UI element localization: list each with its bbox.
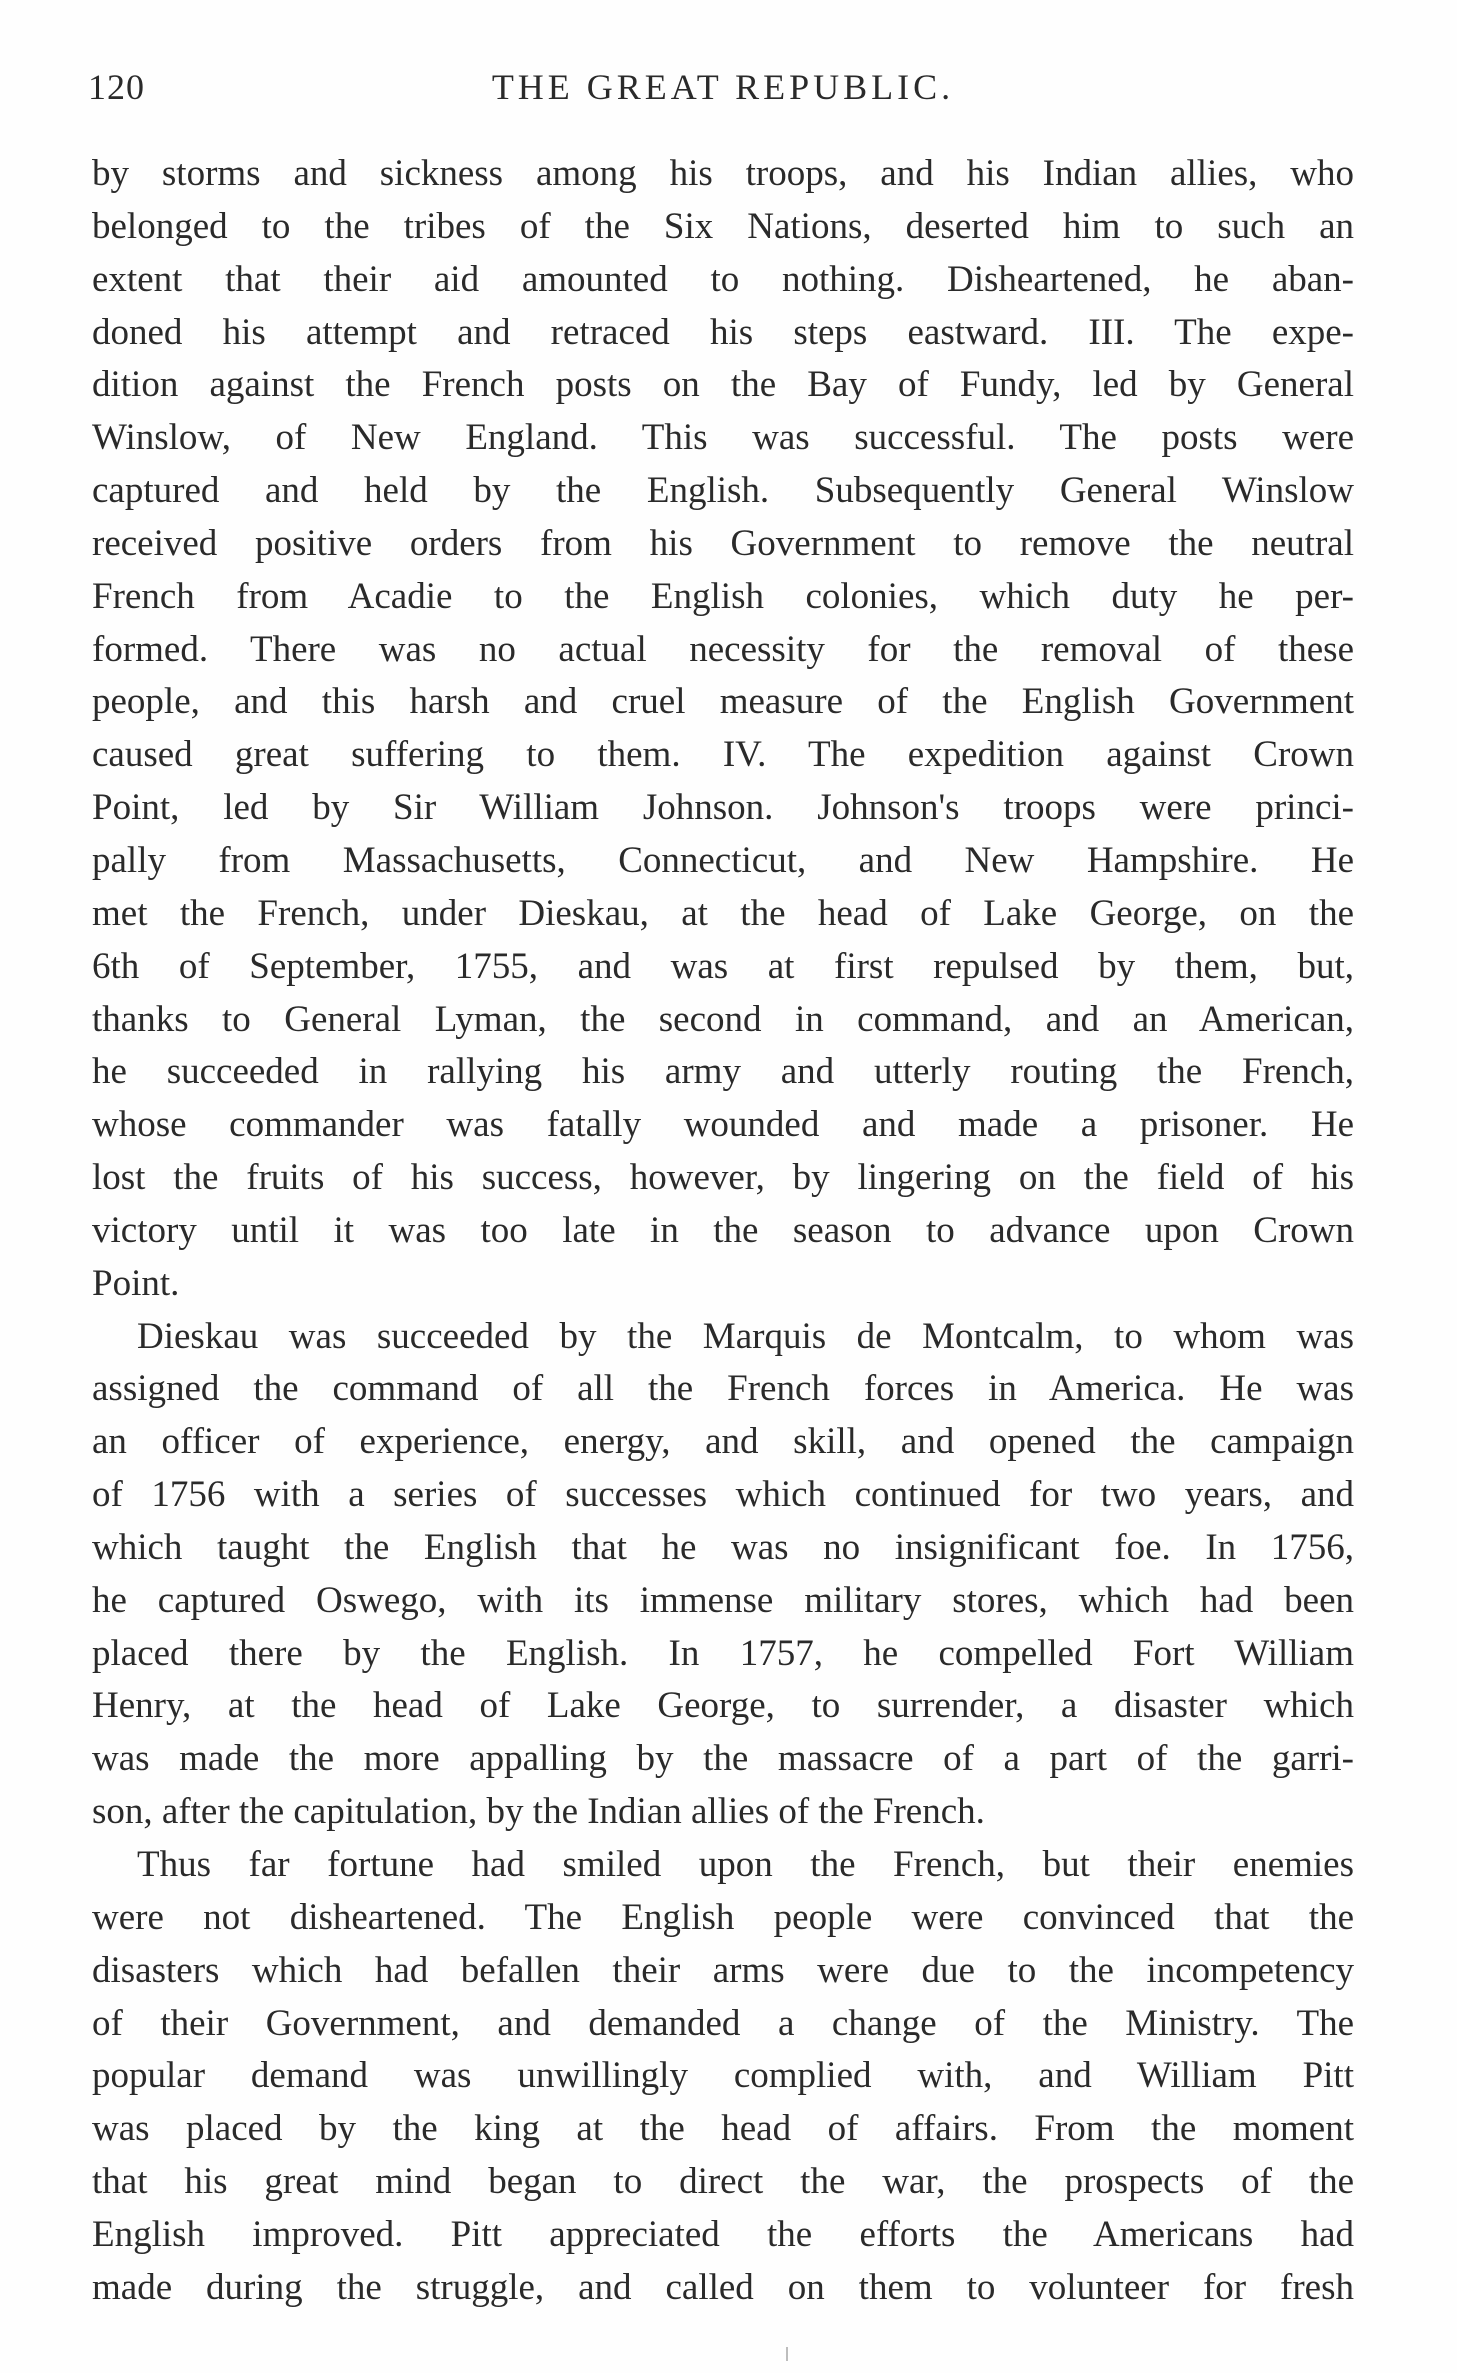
text-line: met the French, under Dieskau, at the head of Lake George, on the: [92, 892, 1354, 934]
text-line: which taught the English that he was no insignificant foe. In 1756,: [92, 1526, 1354, 1568]
text-line: extent that their aid amounted to nothing. Disheartened, he aban-: [92, 258, 1354, 300]
text-line: pally from Massachusetts, Connecticut, and New Hampshire. He: [92, 839, 1354, 881]
text-line: was made the more appalling by the massacre of a part of the garri-: [92, 1738, 1354, 1780]
text-line: caused great suffering to them. IV. The expedition against Crown: [92, 734, 1354, 776]
text-line: of their Government, and demanded a change of the Ministry. The: [92, 2002, 1354, 2044]
text-line: an officer of experience, energy, and skill, and opened the campaign: [92, 1421, 1354, 1463]
paragraph-end-line: Point.: [92, 1262, 180, 1304]
text-line: formed. There was no actual necessity for the removal of these: [92, 628, 1354, 670]
body-text: [92, 148, 1354, 2315]
text-line: Winslow, of New England. This was successful. The posts were: [92, 417, 1354, 459]
text-line: by storms and sickness among his troops, and his Indian allies, who: [92, 153, 1354, 194]
running-title: THE GREAT REPUBLIC.: [491, 67, 955, 107]
text-line: captured and held by the English. Subsequently General Winslow: [92, 470, 1354, 512]
text-line: assigned the command of all the French forces in America. He was: [92, 1368, 1354, 1410]
paper-speck: [786, 2347, 788, 2361]
text-line: Henry, at the head of Lake George, to surrender, a disaster which: [92, 1685, 1354, 1727]
text-line: he succeeded in rallying his army and utterly routing the French,: [92, 1051, 1354, 1093]
text-line: he captured Oswego, with its immense military stores, which had been: [92, 1579, 1354, 1621]
text-line: people, and this harsh and cruel measure of the English Government: [92, 681, 1354, 723]
text-line: 6th of September, 1755, and was at first repulsed by them, but,: [92, 945, 1354, 987]
paragraph-end-line: son, after the capitulation, by the Indian allies of the French.: [92, 1791, 985, 1833]
text-line: received positive orders from his Government to remove the neutral: [92, 522, 1354, 564]
text-line: Point, led by Sir William Johnson. Johnson's troops were princi-: [92, 787, 1354, 829]
text-line: placed there by the English. In 1757, he compelled Fort William: [92, 1632, 1354, 1674]
text-line: disasters which had befallen their arms were due to the incompetency: [92, 1949, 1354, 1991]
text-line: thanks to General Lyman, the second in command, and an American,: [92, 998, 1354, 1040]
text-line: made during the struggle, and called on them to volunteer for fresh: [92, 2266, 1354, 2308]
text-line: popular demand was unwillingly complied with, and William Pitt: [92, 2055, 1354, 2097]
text-line: of 1756 with a series of successes which continued for two years, and: [92, 1474, 1354, 1516]
text-line: whose commander was fatally wounded and made a prisoner. He: [92, 1104, 1354, 1146]
running-head: [88, 66, 1358, 116]
page-number: 120: [88, 67, 145, 107]
text-line: English improved. Pitt appreciated the efforts the Americans had: [92, 2213, 1354, 2255]
text-line: were not disheartened. The English people were convinced that the: [92, 1896, 1354, 1938]
text-line: belonged to the tribes of the Six Nations, deserted him to such an: [92, 205, 1354, 247]
text-line: dition against the French posts on the Bay of Fundy, led by General: [92, 364, 1354, 406]
text-line: was placed by the king at the head of affairs. From the moment: [92, 2108, 1354, 2150]
text-line: doned his attempt and retraced his steps eastward. III. The expe-: [92, 311, 1354, 353]
text-line: victory until it was too late in the season to advance upon Crown: [92, 1209, 1354, 1251]
text-line: that his great mind began to direct the war, the prospects of the: [92, 2161, 1354, 2203]
paragraph-start-line: Thus far fortune had smiled upon the French, but their enemies: [137, 1844, 1354, 1885]
text-line: French from Acadie to the English colonies, which duty he per-: [92, 575, 1354, 617]
text-line: lost the fruits of his success, however, by lingering on the field of his: [92, 1157, 1354, 1199]
paragraph-start-line: Dieskau was succeeded by the Marquis de Montcalm, to whom was: [137, 1315, 1354, 1357]
